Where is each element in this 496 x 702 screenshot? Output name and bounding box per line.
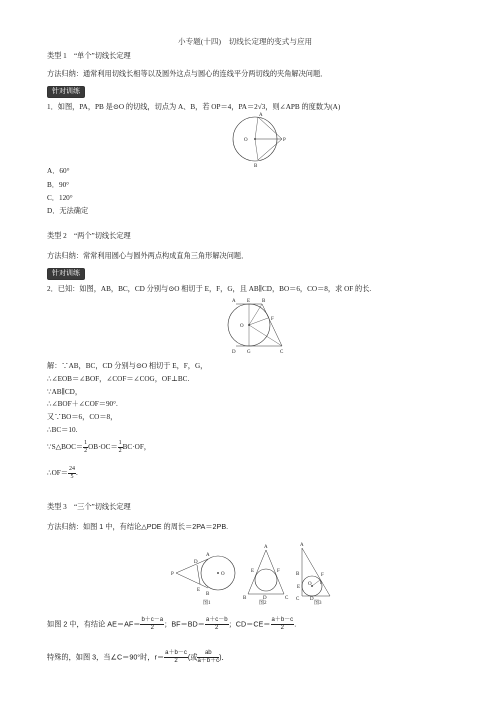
fig2-label-b: B xyxy=(262,299,266,304)
fig3-2-label-f: F xyxy=(277,569,280,574)
fig3-1-label-e: E xyxy=(197,588,201,593)
option-a: A．60° xyxy=(47,167,70,175)
fig1-label-p: P xyxy=(283,138,286,143)
page-title: 小专题(十四) 切线长定理的变式与应用 xyxy=(178,37,313,46)
fig3-1-label-d: D xyxy=(194,560,198,565)
solution-line-2: ∴∠EOB＝∠BOF，∠COF＝∠COG，OF⊥BC. xyxy=(47,375,190,383)
question-2: 2．已知：如图，AB，BC，CD 分别与⊙O 相切于 E，F，G，且 AB∥CD，BO＝6，CO＝8，求 OF 的长. xyxy=(47,285,372,293)
fig2-label-d: D xyxy=(232,350,236,355)
fig2-label-c: C xyxy=(280,350,284,355)
fig3-3-label-f: F xyxy=(321,573,324,578)
fig2-label-o: O xyxy=(240,324,244,329)
option-d: D．无法确定 xyxy=(47,207,89,215)
fig3-2-label-a: A xyxy=(264,545,268,550)
fig3-3-label-e: E xyxy=(297,585,301,590)
solution-line-1: 解：∵AB，BC，CD 分别与⊙O 相切于 E，F，G， xyxy=(47,362,208,370)
solution-line-6: ∴BC＝10. xyxy=(47,426,78,434)
fig2-conclusion: 如图 2 中，有结论 AE＝AF＝ $\frac{b+c-a}{2}$ ；BF＝BD＝ $\frac{a+c-b}{2}$ ；CD＝CE＝ $\frac{a+b-c}{2}$ . xyxy=(47,617,297,631)
fig3-1-caption: 图1 xyxy=(203,601,211,606)
solution-of-line: ∴OF＝ $\frac{24}{5}$ . xyxy=(47,466,78,480)
fig3-1-label-p: P xyxy=(171,572,174,577)
fig1-label-o: O xyxy=(244,138,248,143)
fig3-3-caption: 图3 xyxy=(314,601,322,606)
fig3-2-label-d: D xyxy=(263,596,267,601)
option-b: B．90° xyxy=(47,181,70,189)
fig2-label-g: G xyxy=(247,350,251,355)
fig3-3-label-b: B xyxy=(296,572,300,577)
solution-line-3: ∵AB∥CD， xyxy=(47,388,83,396)
fig3-3-label-c: C xyxy=(296,597,300,602)
type1-practice-badge: 针对训练 xyxy=(47,86,85,98)
fig3-3-label-d: D xyxy=(310,597,314,602)
fig1-label-a: A xyxy=(259,113,263,118)
type2-heading: 类型 2 “两个”切线长定理 xyxy=(47,232,131,240)
fig1-label-b: B xyxy=(254,164,258,169)
special-case-conclusion: 特殊的，如图 3，当∠C＝90°时，r＝ $\frac{a+b-c}{2}$ (或 $\frac{ab}{a+b+c}$ )． xyxy=(47,650,229,664)
fig2-label-e: E xyxy=(247,299,251,304)
fig3-1-label-a: A xyxy=(206,553,210,558)
fig2-label-f: F xyxy=(271,317,274,322)
option-c: C．120° xyxy=(47,194,73,202)
type1-method: 方法归纳：通常利用切线长相等以及圆外这点与圆心的连线平分两切线的夹角解决问题． xyxy=(47,69,328,78)
type2-method: 方法归纳：常常利用圆心与圆外两点构成直角三角形解决问题． xyxy=(47,251,249,260)
fig3-1-label-b: B xyxy=(206,592,210,597)
fig3-2-label-c: C xyxy=(285,596,289,601)
fig3-2-label-b: B xyxy=(243,596,247,601)
type1-heading: 类型 1 “单个”切线长定理 xyxy=(47,52,131,60)
fig3-2-label-e: E xyxy=(251,569,255,574)
solution-line-5: 又∵BO＝6，CO＝8， xyxy=(47,413,118,421)
fig3-3-label-a: A xyxy=(300,543,304,548)
fig3-3-label-r: r xyxy=(320,581,322,586)
type3-heading: 类型 3 “三个”切线长定理 xyxy=(47,503,131,511)
solution-area-line: ∵S△BOC＝ $\frac{1}{2}$ OB·OC＝ $\frac{1}{2}$ BC·OF， xyxy=(47,440,151,454)
question-1: 1．如图，PA，PB 是⊙O 的切线，切点为 A、B，若 OP＝4，PA＝2√3，则∠APB 的度数为(A) xyxy=(47,103,341,111)
type3-method: 方法归纳：如图 1 中，有结论△PDE 的周长＝2PA＝2PB. xyxy=(47,522,229,531)
fig3-1-label-o: O xyxy=(221,572,225,577)
fig2-label-a: A xyxy=(232,299,236,304)
solution-line-4: ∴∠BOF＋∠COF＝90°. xyxy=(47,400,118,408)
fig3-2-caption: 图2 xyxy=(259,601,267,606)
fig3-3-label-o: O xyxy=(308,582,312,587)
type2-practice-badge: 针对训练 xyxy=(47,268,85,280)
